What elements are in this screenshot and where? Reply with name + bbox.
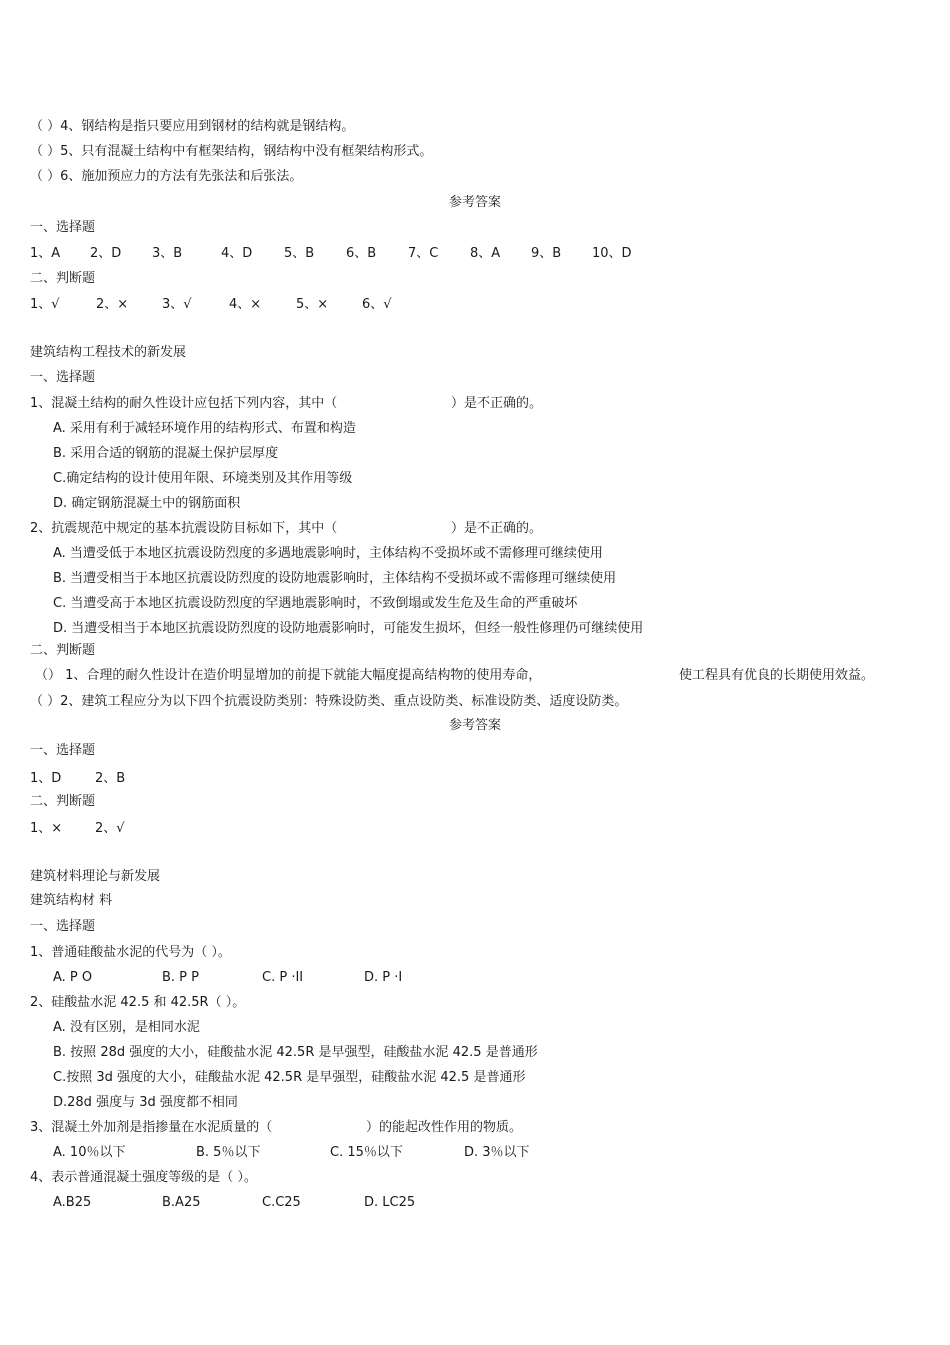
- judge-answer: 6、√: [362, 297, 392, 312]
- question-option: A. P O: [53, 970, 93, 985]
- question-option: A.B25: [53, 1195, 92, 1210]
- question-option: A. 10％以下: [53, 1145, 126, 1160]
- judge-answer: 1、√: [30, 297, 60, 312]
- question-stem: 3、混凝土外加剂是指掺量在水泥质量的（: [30, 1120, 273, 1135]
- choice-answer: 5、B: [284, 246, 315, 261]
- choice-heading: 一、选择题: [30, 220, 96, 235]
- choice-heading: 一、选择题: [30, 370, 96, 385]
- question-option: D. 当遭受相当于本地区抗震设防烈度的设防地震影响时，可能发生损坏，但经一般性修理仍可继续使用: [53, 621, 644, 636]
- question-option: B. 采用合适的钢筋的混凝土保护层厚度: [53, 446, 279, 461]
- question-option: C.按照 3d 强度的大小，硅酸盐水泥 42.5R 是早强型，硅酸盐水泥 42.5 是普通形: [53, 1070, 526, 1085]
- question-option: A. 当遭受低于本地区抗震设防烈度的多遇地震影响时，主体结构不受损坏或不需修理可继续使用: [53, 546, 603, 561]
- judge-heading: 二、判断题: [30, 794, 96, 809]
- question-stem: 2、抗震规范中规定的基本抗震设防目标如下，其中（: [30, 521, 338, 536]
- judge-item-tail: 使工程具有优良的长期使用效益。: [679, 668, 875, 683]
- choice-answer: 8、A: [470, 246, 501, 261]
- judge-answer: 2、×: [96, 297, 129, 312]
- question-stem-tail: ）的能起改性作用的物质。: [366, 1120, 523, 1135]
- question-option: A. 没有区别，是相同水泥: [53, 1020, 200, 1035]
- question-stem: 1、混凝土结构的耐久性设计应包括下列内容，其中（: [30, 396, 338, 411]
- choice-answer: 6、B: [346, 246, 377, 261]
- answer-title: 参考答案: [448, 718, 501, 733]
- judge-item: （） 1、合理的耐久性设计在造价明显增加的前提下就能大幅度提高结构物的使用寿命，: [35, 668, 542, 683]
- question-stem: 4、表示普通混凝土强度等级的是（ ）。: [30, 1170, 257, 1185]
- choice-answer: 1、A: [30, 246, 61, 261]
- choice-answer: 2、B: [95, 771, 126, 786]
- judge-heading: 二、判断题: [30, 643, 96, 658]
- judge-item-6: （ ）6、施加预应力的方法有先张法和后张法。: [30, 169, 303, 184]
- question-option: B. 按照 28d 强度的大小，硅酸盐水泥 42.5R 是早强型，硅酸盐水泥 42.5 是普通形: [53, 1045, 538, 1060]
- question-option: C. 当遭受高于本地区抗震设防烈度的罕遇地震影响时，不致倒塌或发生危及生命的严重破坏: [53, 596, 578, 611]
- judge-answer: 5、×: [296, 297, 329, 312]
- question-option: C. 15％以下: [330, 1145, 403, 1160]
- question-option: C. P ·II: [262, 970, 304, 985]
- choice-answer: 3、B: [152, 246, 183, 261]
- question-option: D. 3％以下: [464, 1145, 530, 1160]
- choice-heading: 一、选择题: [30, 743, 96, 758]
- question-option: D.28d 强度与 3d 强度都不相同: [53, 1095, 238, 1110]
- judge-item-5: （ ）5、只有混凝土结构中有框架结构，钢结构中没有框架结构形式。: [30, 144, 433, 159]
- choice-answer: 4、D: [221, 246, 253, 261]
- answer-title: 参考答案: [448, 195, 501, 210]
- question-option: C.C25: [262, 1195, 301, 1210]
- question-stem-tail: ）是不正确的。: [451, 396, 543, 411]
- question-option: A. 采用有利于减轻环境作用的结构形式、布置和构造: [53, 421, 356, 436]
- question-option: D. LC25: [364, 1195, 416, 1210]
- judge-item-4: （ ）4、钢结构是指只要应用到钢材的结构就是钢结构。: [30, 119, 355, 134]
- section-subtitle: 建筑结构材 料: [30, 893, 113, 908]
- question-option: C.确定结构的设计使用年限、环境类别及其作用等级: [53, 471, 353, 486]
- question-option: D. 确定钢筋混凝土中的钢筋面积: [53, 496, 241, 511]
- question-option: B. P P: [162, 970, 199, 985]
- judge-item: （ ）2、建筑工程应分为以下四个抗震设防类别：特殊设防类、重点设防类、标准设防类、适度设防类。: [30, 694, 628, 709]
- question-option: D. P ·I: [364, 970, 403, 985]
- question-stem: 1、普通硅酸盐水泥的代号为（ ）。: [30, 945, 231, 960]
- judge-answer: 4、×: [229, 297, 262, 312]
- section-title: 建筑材料理论与新发展: [30, 869, 161, 884]
- choice-answer: 9、B: [531, 246, 562, 261]
- question-stem: 2、硅酸盐水泥 42.5 和 42.5R（ ）。: [30, 995, 246, 1010]
- choice-answer: 7、C: [408, 246, 439, 261]
- question-option: B. 5％以下: [196, 1145, 261, 1160]
- question-option: B.A25: [162, 1195, 201, 1210]
- judge-answer: 3、√: [162, 297, 192, 312]
- choice-answer: 1、D: [30, 771, 62, 786]
- choice-answer: 2、D: [90, 246, 122, 261]
- section-title: 建筑结构工程技术的新发展: [30, 345, 187, 360]
- judge-heading: 二、判断题: [30, 271, 96, 286]
- choice-answer: 10、D: [592, 246, 632, 261]
- choice-heading: 一、选择题: [30, 919, 96, 934]
- judge-answer: 1、×: [30, 821, 63, 836]
- question-stem-tail: ）是不正确的。: [451, 521, 543, 536]
- judge-answer: 2、√: [95, 821, 125, 836]
- question-option: B. 当遭受相当于本地区抗震设防烈度的设防地震影响时，主体结构不受损坏或不需修理可继续使用: [53, 571, 617, 586]
